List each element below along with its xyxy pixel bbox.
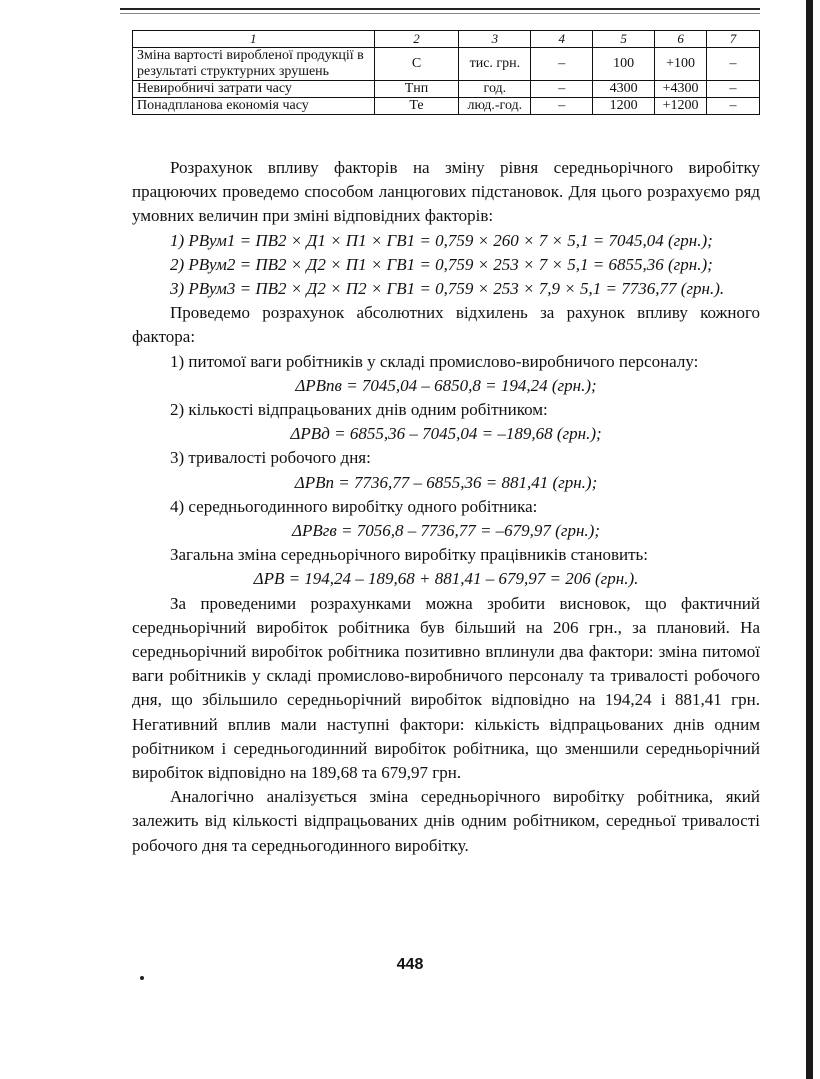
table-header-cell: 1 [133,31,375,48]
table-header-cell: 3 [459,31,531,48]
table-cell: +100 [655,48,707,81]
table-header-cell: 2 [374,31,459,48]
table-header-cell: 6 [655,31,707,48]
equation: ΔРВд = 6855,36 – 7045,04 = –189,68 (грн.); [290,424,602,444]
paragraph: За проведеними розрахунками можна зробити висновок, що фактичний середньорічний виробіток робітника був більший на 206 грн., за плановий. На середньорічний виробіток робітника позитивно вплинули два фактори: зміна питомої ваги робітників у складі промислово-виробничого персоналу та тривалості робочого дня, що збільшило середньорічний виробіток відповідно на 194,24 і 881,41 грн. Негативний вплив мали наступні фактори: кількість відпрацьованих днів одним робітником і середньогодинний виробіток робітника, що зменшили середньорічний виробіток відповідно на 189,68 та 679,97 грн. [132,593,760,783]
table-cell: Невиробничі затрати часу [133,81,375,98]
formula-line: 2) РВум2 = ПВ2 × Д2 × П1 × ГВ1 = 0,759 × 253 × 7 × 5,1 = 6855,36 (грн.); [170,254,713,274]
table-cell: +4300 [655,81,707,98]
table-cell: С [374,48,459,81]
paragraph: Розрахунок впливу факторів на зміну рівня середньорічного виробітку працюючих проведемо способом ланцюгових підстановок. Для цього розрахуємо ряд умовних величин при зміні відповідних факторів: [132,158,760,226]
equation: ΔРВгв = 7056,8 – 7736,77 = –679,97 (грн.); [291,521,600,541]
list-item: 4) середньогодинного виробітку одного робітника: [170,496,538,516]
table-row [133,81,760,98]
table-cell: 1200 [593,98,655,115]
table-cell: Понадпланова економія часу [133,98,375,115]
table-cell: тис. грн. [459,48,531,81]
paragraph: Аналогічно аналізується зміна середньорічного виробітку робітника, який залежить від кількості відпрацьованих днів одним робітником, середньої тривалості робочого дня та середньогодинного виробітку. [132,787,760,855]
table-cell: – [707,98,760,115]
scan-edge-bar [806,0,813,1079]
list-item: 1) питомої ваги робітників у складі промислово-виробничого персоналу: [170,351,699,371]
formula-line: 3) РВум3 = ПВ2 × Д2 × П2 × ГВ1 = 0,759 × 253 × 7,9 × 5,1 = 7736,77 (грн.). [170,279,725,299]
paragraph: Проведемо розрахунок абсолютних відхилень за рахунок впливу кожного фактора: [132,303,760,347]
factor-table [132,30,760,115]
table-header-row [133,31,760,48]
equation: ΔРВпв = 7045,04 – 6850,8 = 194,24 (грн.); [295,375,597,395]
table-cell: 100 [593,48,655,81]
table-cell: – [531,98,593,115]
table-cell: 4300 [593,81,655,98]
list-item: 3) тривалості робочого дня: [170,448,371,468]
table-cell: Те [374,98,459,115]
table-header-cell: 7 [707,31,760,48]
top-rule [120,8,760,10]
table-header-cell: 5 [593,31,655,48]
table-cell: – [531,48,593,81]
table-row [133,48,760,81]
table-cell: год. [459,81,531,98]
table-cell: Тнп [374,81,459,98]
scan-speck [140,976,144,980]
list-item: 2) кількості відпрацьованих днів одним робітником: [170,400,548,420]
table-header-cell: 4 [531,31,593,48]
table-cell: +1200 [655,98,707,115]
table-cell: люд.-год. [459,98,531,115]
table-cell: – [531,81,593,98]
paragraph: Загальна зміна середньорічного виробітку працівників становить: [170,545,648,565]
table-cell: – [707,48,760,81]
equation: ΔРВ = 194,24 – 189,68 + 881,41 – 679,97 = 206 (грн.). [253,569,639,589]
top-rule-thin [120,13,760,14]
page-number: 448 [396,956,424,973]
table-cell: – [707,81,760,98]
equation: ΔРВп = 7736,77 – 6855,36 = 881,41 (грн.); [294,472,598,492]
formula-line: 1) РВум1 = ПВ2 × Д1 × П1 × ГВ1 = 0,759 × 260 × 7 × 5,1 = 7045,04 (грн.); [170,230,713,250]
table-row [133,98,760,115]
body-text [132,156,760,858]
table-cell: Зміна вартості виробленої продукції в результаті структурних зрушень [133,48,375,81]
